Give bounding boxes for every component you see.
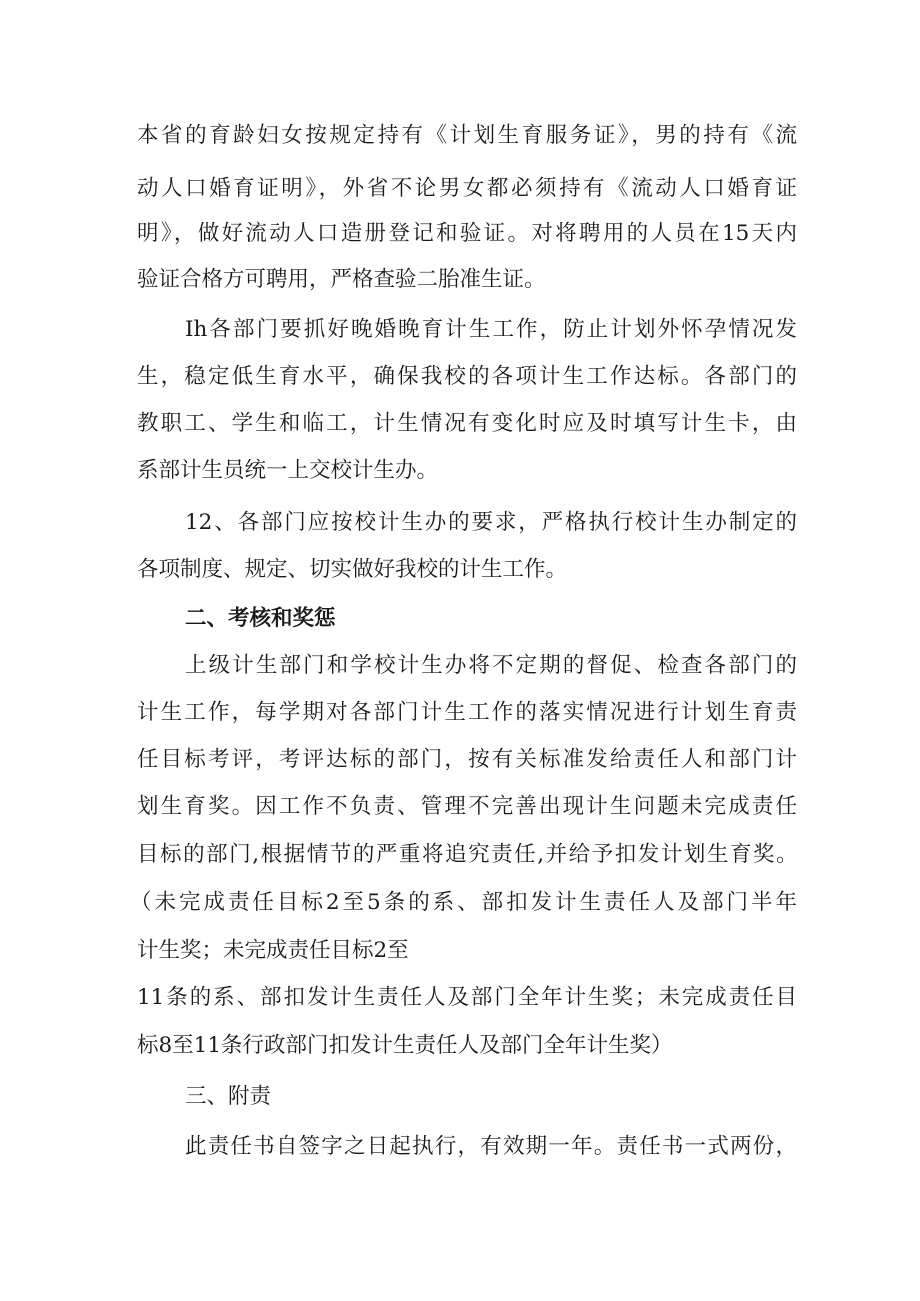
paragraph-line: 划生育奖。因工作不负责、管理不完善出现计生问题未完成责任 xyxy=(137,794,797,819)
paragraph-line: 动人口婚育证明》，外省不论男女都必须持有《流动人口婚育证 xyxy=(137,176,797,201)
section-heading: 二、考核和奖惩 xyxy=(185,606,336,631)
paragraph-line: （未完成责任目标2至5条的系、部扣发计生责任人及部门半年 xyxy=(130,890,797,915)
paragraph-line: 计生奖；未完成责任目标2至 xyxy=(137,938,409,963)
paragraph-line: 本省的育龄妇女按规定持有《计划生育服务证》，男的持有《流 xyxy=(137,123,797,148)
paragraph-line: 验证合格方可聘用，严格查验二胎准生证。 xyxy=(137,267,546,292)
paragraph-line: 目标的部门,根据情节的严重将追究责任,并给予扣发计划生育奖。 xyxy=(137,842,797,867)
paragraph-line: 生，稳定低生育水平，确保我校的各项计生工作达标。各部门的 xyxy=(137,364,797,389)
paragraph-line: 任目标考评，考评达标的部门，按有关标准发给责任人和部门计 xyxy=(137,747,797,772)
paragraph-line: 系部计生员统一上交校计生办。 xyxy=(137,458,439,483)
paragraph-line: 11条的系、部扣发计生责任人及部门全年计生奖；未完成责任目 xyxy=(137,985,797,1010)
paragraph-line: 标8至11条行政部门扣发计生责任人及部门全年计生奖） xyxy=(137,1033,673,1058)
paragraph-line: Ih各部门要抓好晚婚晚育计生工作，防止计划外怀孕情况发 xyxy=(185,317,797,342)
paragraph-line: 计生工作，每学期对各部门计生工作的落实情况进行计划生育责 xyxy=(137,700,797,725)
paragraph-line: 此责任书自签字之日起执行，有效期一年。责任书一式两份， xyxy=(185,1134,797,1159)
section-heading: 三、附责 xyxy=(185,1084,272,1109)
paragraph-line: 教职工、学生和临工，计生情况有变化时应及时填写计生卡，由 xyxy=(137,411,797,436)
paragraph-line: 明》，做好流动人口造册登记和验证。对将聘用的人员在15天内 xyxy=(137,221,797,246)
paragraph-line: 各项制度、规定、切实做好我校的计生工作。 xyxy=(137,557,568,582)
paragraph-line: 12、各部门应按校计生办的要求，严格执行校计生办制定的 xyxy=(185,510,797,535)
paragraph-line: 上级计生部门和学校计生办将不定期的督促、检查各部门的 xyxy=(185,653,797,678)
